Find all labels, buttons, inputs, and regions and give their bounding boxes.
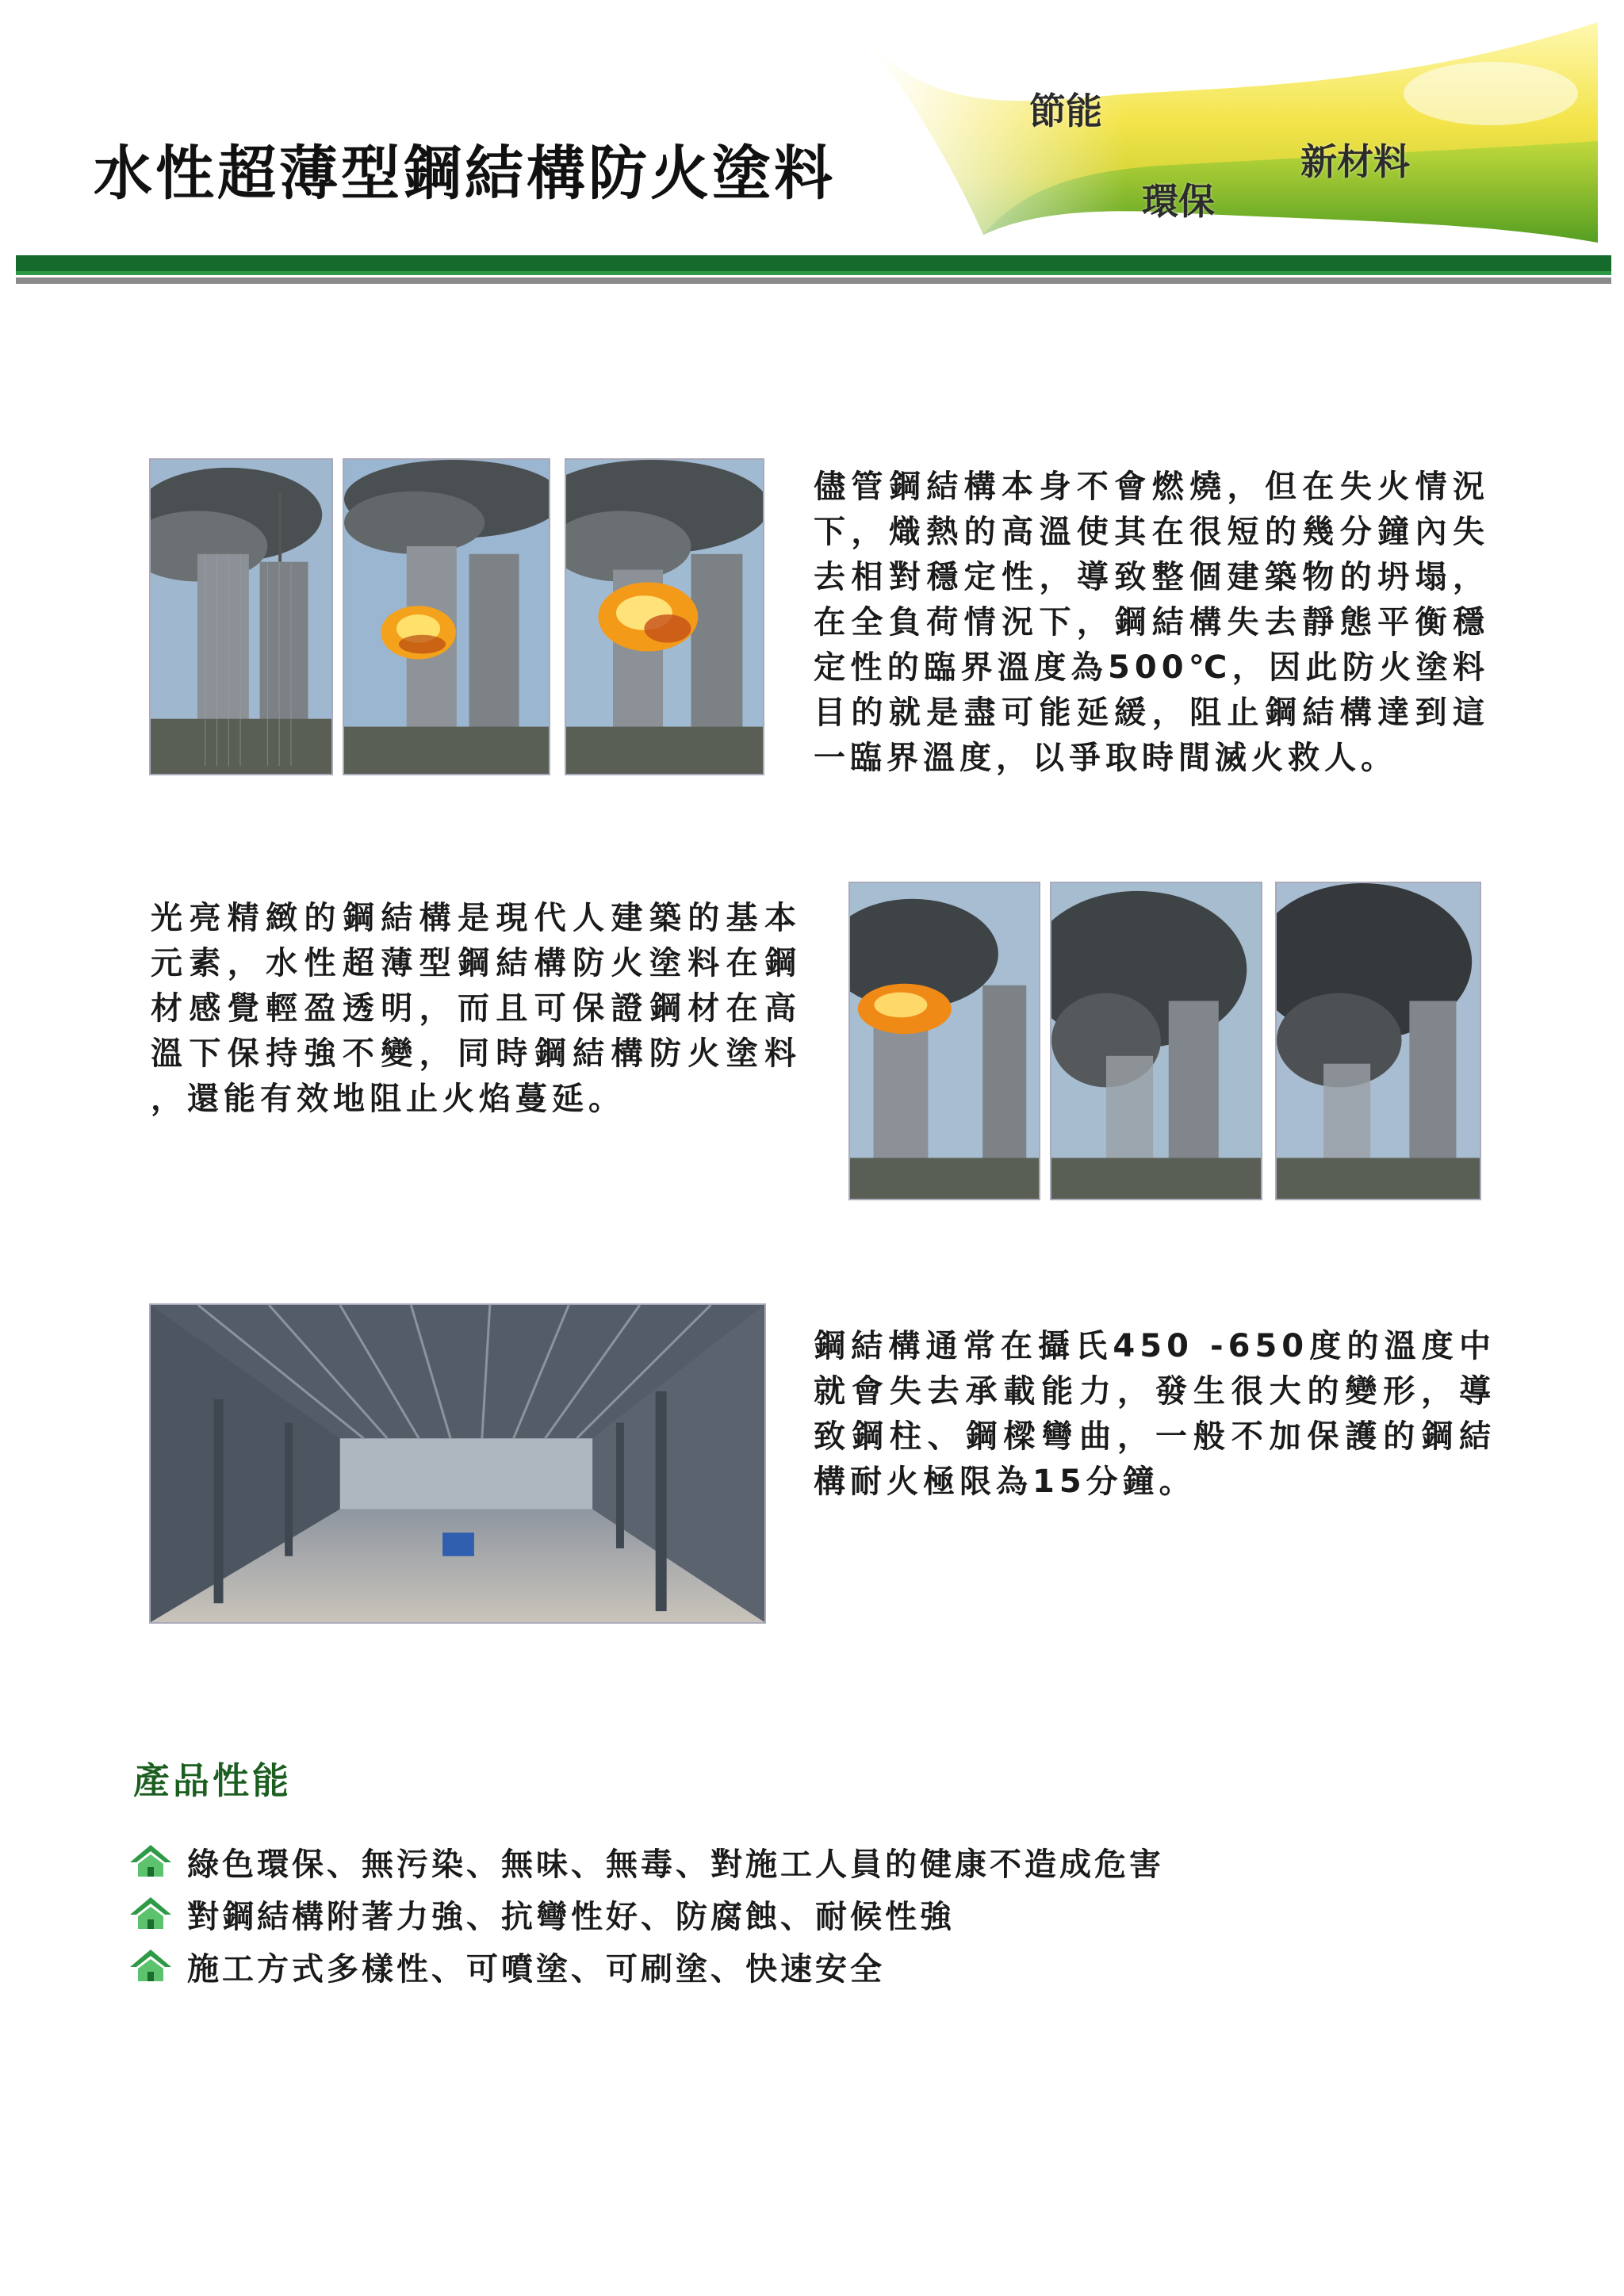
field-banner-graphic	[872, 22, 1602, 252]
header-divider-shadow	[16, 277, 1611, 284]
header-divider	[16, 255, 1611, 271]
warehouse-photo	[149, 1303, 766, 1624]
banner	[872, 22, 1602, 252]
banner-word-environment: 環保	[1142, 180, 1215, 223]
wtc-photo-3	[565, 458, 764, 775]
feature-text: 對鋼結構附著力強、抗彎性好、防腐蝕、耐候性強	[187, 1898, 955, 1935]
page-title: 水性超薄型鋼結構防火塗料	[94, 140, 836, 208]
section-2-paragraph: 光亮精緻的鋼結構是現代人建築的基本元素，水性超薄型鋼結構防火塗料在鋼材感覺輕盈透明，而且可保證鋼材在高溫下保持強不變，同時鋼結構防火塗料，還能有效地阻止火焰蔓延。	[151, 900, 801, 1117]
section-3-paragraph: 鋼結構通常在攝氏450 -650度的溫度中就會失去承載能力，發生很大的變形，導致鋼柱、鋼樑彎曲，一般不加保護的鋼結構耐火極限為15分鐘。	[814, 1328, 1496, 1500]
wtc-photo-4	[848, 882, 1040, 1200]
wtc-photo-2	[343, 458, 550, 775]
feature-item	[128, 1838, 1164, 1885]
house-bullet-icon	[128, 1948, 173, 1984]
feature-item	[128, 1942, 885, 1990]
wtc-photo-1	[149, 458, 333, 775]
features-heading: 產品性能	[133, 1759, 292, 1802]
banner-word-energy: 節能	[1029, 90, 1102, 132]
section-1-paragraph: 儘管鋼結構本身不會燃燒，但在失火情況下，熾熱的高溫使其在很短的幾分鐘內失去相對穩定性，導致整個建築物的坍塌，在全負荷情況下，鋼結構失去靜態平衡穩定性的臨界溫度為500℃，因此防火塗料目的就是盡可能延緩，阻止鋼結構達到這一臨界溫度，以爭取時間滅火救人。	[814, 469, 1489, 776]
wtc-photo-6	[1275, 882, 1481, 1200]
banner-word-new-material: 新材料	[1300, 140, 1410, 183]
feature-text: 施工方式多樣性、可噴塗、可刷塗、快速安全	[187, 1950, 885, 1988]
header-divider-line	[16, 271, 1611, 275]
feature-text: 綠色環保、無污染、無味、無毒、對施工人員的健康不造成危害	[187, 1846, 1164, 1883]
wtc-photo-5	[1050, 882, 1262, 1200]
feature-item	[128, 1890, 955, 1938]
house-bullet-icon	[128, 1896, 173, 1932]
house-bullet-icon	[128, 1843, 173, 1880]
